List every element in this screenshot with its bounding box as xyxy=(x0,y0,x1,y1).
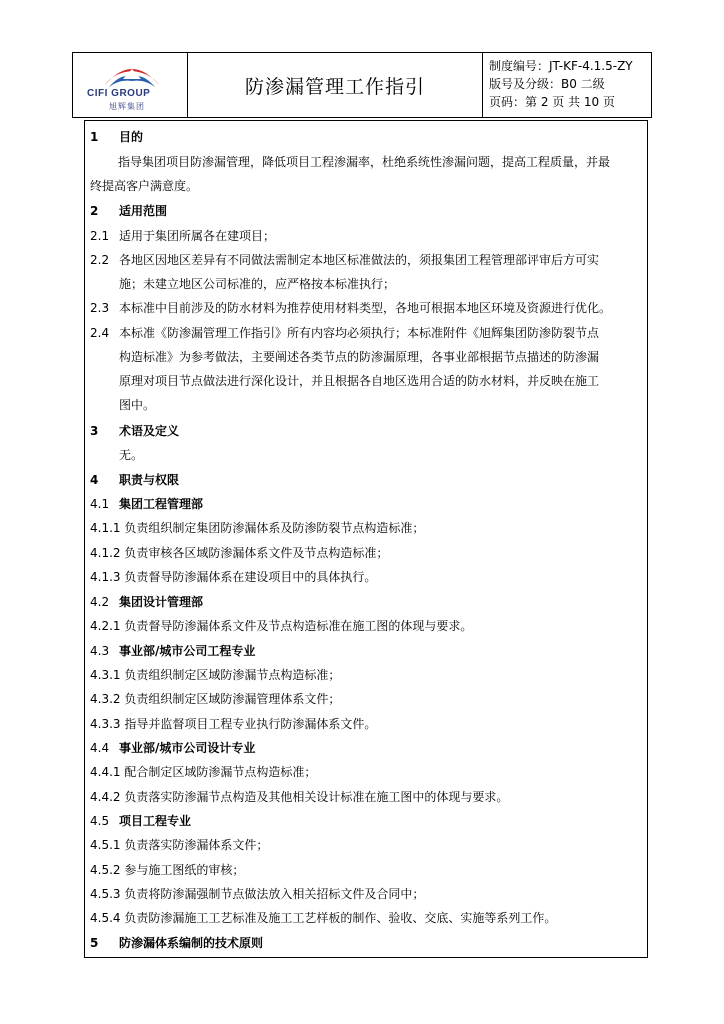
logo-text-cn: 旭辉集团 xyxy=(109,102,145,111)
page-number: 页码：第 2 页 共 10 页 xyxy=(489,95,615,109)
cifi-logo-icon xyxy=(101,59,163,89)
section-heading: 目的 xyxy=(119,130,144,144)
section-number: 1 xyxy=(90,130,99,144)
company-logo xyxy=(73,53,188,117)
item-number: 4.1 xyxy=(90,497,110,511)
section-number: 3 xyxy=(90,424,99,438)
paragraph-line: 4.5.1 负责落实防渗漏体系文件； xyxy=(90,838,269,852)
section-heading: 防渗漏体系编制的技术原则 xyxy=(119,936,264,950)
paragraph-line: 指导集团项目防渗漏管理，降低项目工程渗漏率，杜绝系统性渗漏问题，提高工程质量，并最 xyxy=(118,155,611,169)
paragraph-line: 适用于集团所属各在建项目； xyxy=(119,229,276,243)
paragraph-line: 施；未建立地区公司标准的，应严格按本标准执行； xyxy=(119,277,396,291)
paragraph-line: 图中。 xyxy=(119,398,156,412)
paragraph-line: 4.3.2 负责组织制定区域防渗漏管理体系文件； xyxy=(90,692,341,706)
paragraph-line: 原理对项目节点做法进行深化设计，并且根据各自地区选用合适的防水材料，并反映在施工 xyxy=(119,374,600,388)
item-number: 4.5 xyxy=(90,814,110,828)
paragraph-line: 4.5.4 负责防渗漏施工工艺标准及施工工艺样板的制作、验收、交底、实施等系列工作。 xyxy=(90,911,557,925)
subsection-heading: 集团设计管理部 xyxy=(119,595,204,609)
document-meta xyxy=(483,53,651,117)
paragraph-line: 4.4.1 配合制定区域防渗漏节点构造标准； xyxy=(90,765,317,779)
item-number: 4.3 xyxy=(90,644,110,658)
doc-number: 制度编号：JT-KF-4.1.5-ZY xyxy=(489,59,633,73)
item-number: 4.4 xyxy=(90,741,110,755)
paragraph-line: 4.1.1 负责组织制定集团防渗漏体系及防渗防裂节点构造标准； xyxy=(90,521,425,535)
paragraph-line: 4.1.2 负责审核各区域防渗漏体系文件及节点构造标准； xyxy=(90,546,389,560)
paragraph-line: 本标准中目前涉及的防水材料为推荐使用材料类型，各地可根据本地区环境及资源进行优化。 xyxy=(119,301,612,315)
paragraph-line: 4.5.2 参与施工图纸的审核； xyxy=(90,863,245,877)
doc-version: 版号及分级：B0 二级 xyxy=(489,77,605,91)
item-number: 2.1 xyxy=(90,229,110,243)
paragraph-line: 无。 xyxy=(119,448,144,462)
paragraph-line: 4.1.3 负责督导防渗漏体系在建设项目中的具体执行。 xyxy=(90,570,377,584)
paragraph-line: 4.2.1 负责督导防渗漏体系文件及节点构造标准在施工图的体现与要求。 xyxy=(90,619,473,633)
subsection-heading: 集团工程管理部 xyxy=(119,497,204,511)
section-heading: 术语及定义 xyxy=(119,424,180,438)
paragraph-line: 终提高客户满意度。 xyxy=(90,179,199,193)
subsection-heading: 事业部/城市公司工程专业 xyxy=(119,644,256,658)
paragraph-line: 4.5.3 负责将防渗漏强制节点做法放入相关招标文件及合同中； xyxy=(90,887,425,901)
paragraph-line: 4.3.3 指导并监督项目工程专业执行防渗漏体系文件。 xyxy=(90,717,377,731)
paragraph-line: 构造标准》为参考做法，主要阐述各类节点的防渗漏原理，各事业部根据节点描述的防渗漏 xyxy=(119,350,600,364)
item-number: 2.2 xyxy=(90,253,110,267)
item-number: 4.2 xyxy=(90,595,110,609)
paragraph-line: 各地区因地区差异有不同做法需制定本地区标准做法的，须报集团工程管理部评审后方可实 xyxy=(119,253,600,267)
document-body-frame xyxy=(84,120,648,958)
item-number: 2.4 xyxy=(90,326,110,340)
section-number: 4 xyxy=(90,473,99,487)
paragraph-line: 4.4.2 负责落实防渗漏节点构造及其他相关设计标准在施工图中的体现与要求。 xyxy=(90,790,509,804)
paragraph-line: 本标准《防渗漏管理工作指引》所有内容均必须执行；本标准附件《旭辉集团防渗防裂节点 xyxy=(119,326,600,340)
section-number: 5 xyxy=(90,936,99,950)
section-heading: 适用范围 xyxy=(119,204,168,218)
document-title: 防渗漏管理工作指引 xyxy=(188,53,483,117)
item-number: 2.3 xyxy=(90,301,110,315)
document-header xyxy=(72,52,652,118)
paragraph-line: 4.3.1 负责组织制定区域防渗漏节点构造标准； xyxy=(90,668,341,682)
subsection-heading: 事业部/城市公司设计专业 xyxy=(119,741,256,755)
subsection-heading: 项目工程专业 xyxy=(119,814,192,828)
section-number: 2 xyxy=(90,204,99,218)
section-heading: 职责与权限 xyxy=(119,473,180,487)
logo-text-en: CIFI GROUP xyxy=(87,88,151,99)
